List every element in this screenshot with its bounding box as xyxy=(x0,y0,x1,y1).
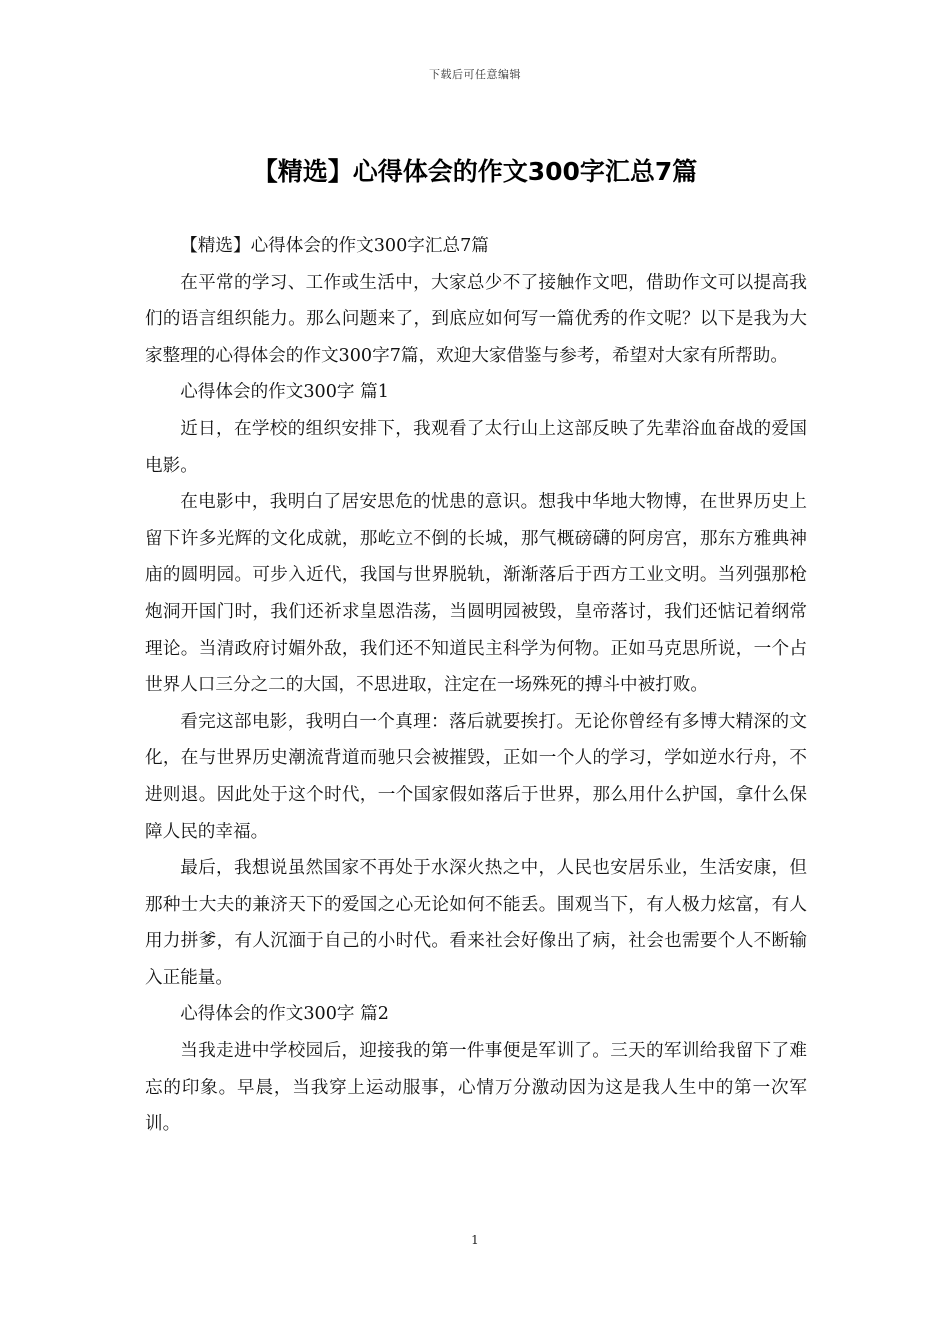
section-heading-1: 心得体会的作文300字 篇1 xyxy=(180,382,389,403)
paragraph: 最后，我想说虽然国家不再处于水深火热之中，人民也安居乐业，生活安康，但那种士大夫的兼济天下的爱国之心无论如何不能丢。围观当下，有人极力炫富，有人用力拼爹，有人沉湎于自己的小时代。看来社会好像出了病，社会也需要个人不断输入正能量。 xyxy=(145,858,807,988)
document-title: 【精选】心得体会的作文300字汇总7篇 xyxy=(252,157,698,186)
paragraph: 当我走进中学校园后，迎接我的第一件事便是军训了。三天的军训给我留下了难忘的印象。早晨，当我穿上运动服事，心情万分激动因为这是我人生中的第一次军训。 xyxy=(145,1041,807,1135)
paragraph-intro: 在平常的学习、工作或生活中，大家总少不了接触作文吧，借助作文可以提高我们的语言组织能力。那么问题来了，到底应如何写一篇优秀的作文呢？以下是我为大家整理的心得体会的作文300字7篇，欢迎大家借鉴与参考，希望对大家有所帮助。 xyxy=(145,272,807,366)
section-heading-2: 心得体会的作文300字 篇2 xyxy=(180,1004,389,1025)
document-body xyxy=(145,228,807,1143)
paragraph: 看完这部电影，我明白一个真理：落后就要挨打。无论你曾经有多博大精深的文化，在与世界历史潮流背道而驰只会被摧毁，正如一个人的学习，学如逆水行舟，不进则退。因此处于这个时代，一个国家假如落后于世界，那么用什么护国，拿什么保障人民的幸福。 xyxy=(145,711,807,842)
paragraph-subtitle: 【精选】心得体会的作文300字汇总7篇 xyxy=(180,236,489,256)
page-header: 下载后可任意编辑 xyxy=(429,68,521,81)
paragraph: 近日，在学校的组织安排下，我观看了太行山上这部反映了先辈浴血奋战的爱国电影。 xyxy=(145,418,807,476)
page-number: 1 xyxy=(471,1233,479,1247)
paragraph: 在电影中，我明白了居安思危的忧患的意识。想我中华地大物博，在世界历史上留下许多光辉的文化成就，那屹立不倒的长城，那气概磅礴的阿房宫，那东方雅典神庙的圆明园。可步入近代，我国与世界脱轨，渐渐落后于西方工业文明。当列强那枪炮洞开国门时，我们还祈求皇恩浩荡，当圆明园被毁，皇帝落讨，我们还惦记着纲常理论。当清政府讨媚外敌，我们还不知道民主科学为何物。正如马克思所说，一个占世界人口三分之二的大国，不思进取，注定在一场殊死的搏斗中被打败。 xyxy=(145,492,807,696)
